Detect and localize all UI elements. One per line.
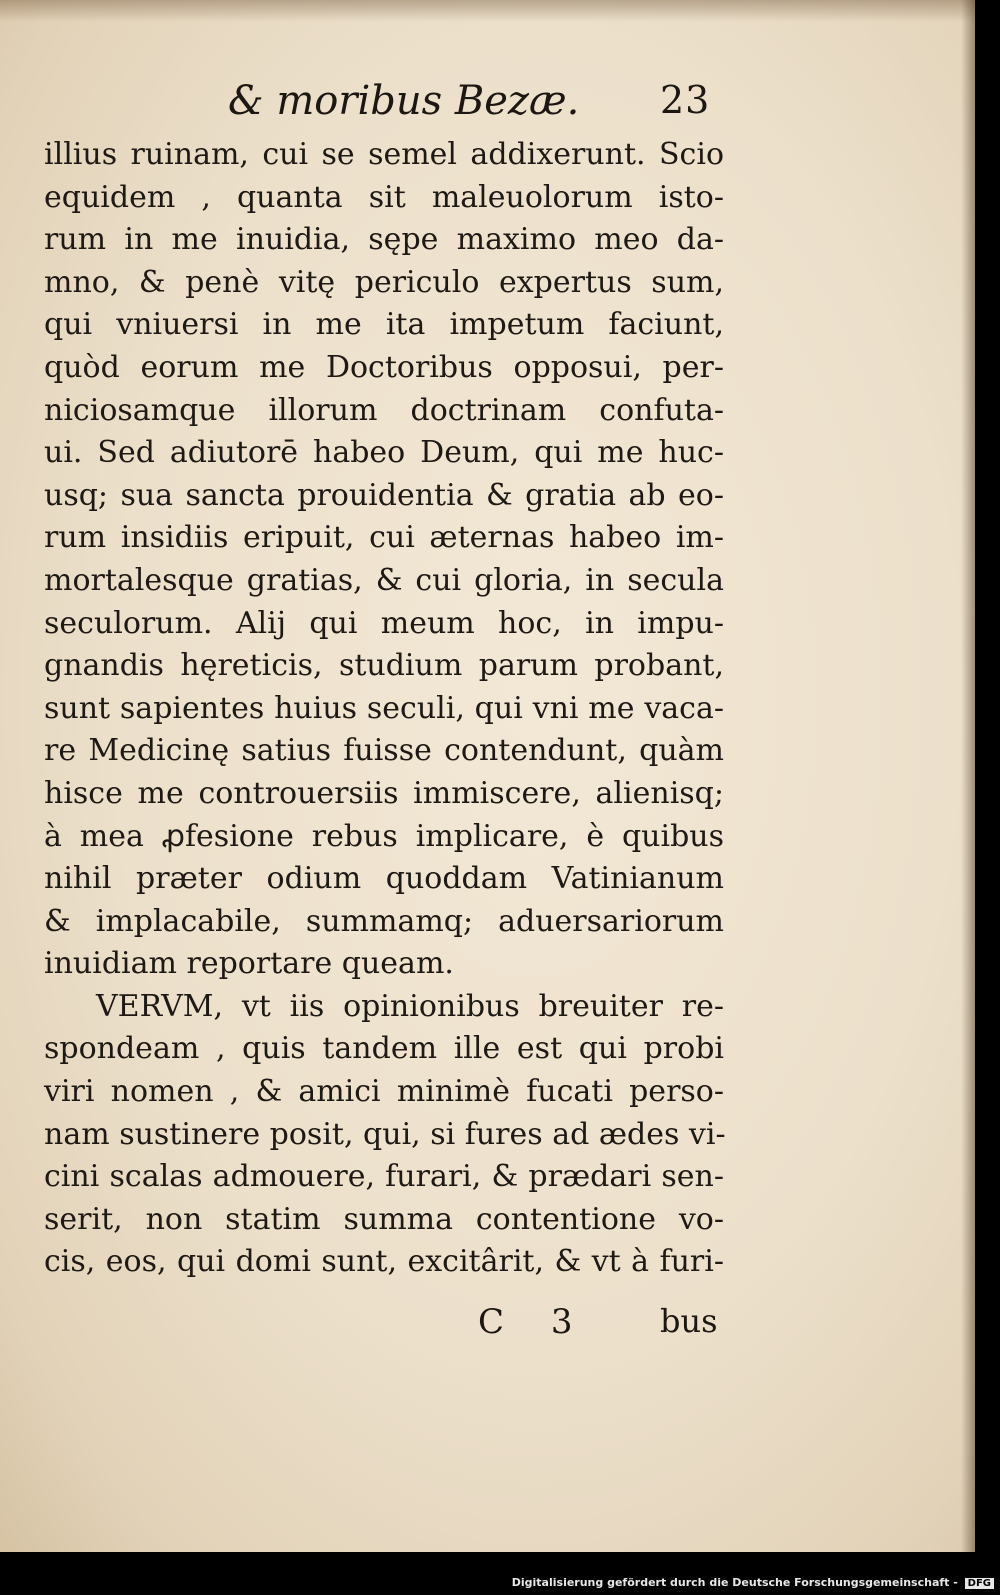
text-line: sunt sapientes huius seculi, qui vni me vaca- bbox=[44, 690, 724, 726]
signature-mark: C 3 bbox=[478, 1302, 591, 1342]
text-line: viri nomen , & amici minimè fucati perso- bbox=[44, 1074, 724, 1110]
text-line: cis, eos, qui domi sunt, excitârit, & vt à furi- bbox=[44, 1244, 724, 1280]
text-line: quòd eorum me Doctoribus opposui, per- bbox=[44, 349, 724, 385]
text-line: illius ruinam, cui se semel addixerunt. Scio bbox=[44, 137, 724, 172]
paragraph-start: VERVM, vt iis opinionibus breuiter re- bbox=[96, 988, 724, 1024]
digitization-credit bbox=[512, 1576, 994, 1589]
text-line: rum in me inuidia, sępe maximo meo da- bbox=[44, 222, 724, 258]
text-line: niciosamque illorum doctrinam confuta- bbox=[44, 392, 724, 428]
text-line: nam sustinere posit, qui, si fures ad ædes vi- bbox=[44, 1116, 726, 1152]
text-line: seculorum. Alij qui meum hoc, in impu- bbox=[44, 605, 724, 641]
text-line: & implacabile, summamq; aduersariorum bbox=[44, 903, 724, 939]
text-line: cini scalas admouere, furari, & prædari sen- bbox=[44, 1159, 724, 1195]
page-footer bbox=[0, 1302, 975, 1352]
text-line: rum insidiis eripuit, cui æternas habeo im- bbox=[44, 520, 724, 556]
dfg-logo: DFG bbox=[965, 1578, 994, 1589]
text-line: nihil præter odium quoddam Vatinianum bbox=[44, 861, 724, 897]
text-line: gnandis hęreticis, studium parum probant, bbox=[44, 648, 724, 684]
text-line: usq; sua sancta prouidentia & gratia ab eo- bbox=[44, 477, 724, 513]
page-number: 23 bbox=[660, 78, 711, 122]
running-head: & moribus Bezæ. bbox=[228, 78, 580, 124]
text-line: spondeam , quis tandem ille est qui probi bbox=[44, 1031, 724, 1067]
text-line: re Medicinę satius fuisse contendunt, quàm bbox=[44, 733, 724, 769]
page-header bbox=[0, 78, 975, 128]
text-line: ui. Sed adiutorē habeo Deum, qui me huc- bbox=[44, 435, 724, 471]
text-line: à mea ꝓfesione rebus implicare, è quibus bbox=[44, 818, 724, 854]
text-line: hisce me controuersiis immiscere, alienisq; bbox=[44, 775, 724, 811]
text-line: serit, non statim summa contentione vo- bbox=[44, 1201, 724, 1237]
body-text bbox=[44, 134, 724, 1284]
text-line: equidem , quanta sit maleuolorum isto- bbox=[44, 179, 724, 215]
page-shadow-top bbox=[0, 0, 975, 22]
text-line: qui vniuersi in me ita impetum faciunt, bbox=[44, 307, 724, 343]
text-line: mortalesque gratias, & cui gloria, in secula bbox=[44, 562, 724, 598]
credit-text: Digitalisierung gefördert durch die Deutsche Forschungsgemeinschaft - bbox=[511, 1576, 958, 1589]
text-line: mno, & penè vitę periculo expertus sum, bbox=[44, 264, 724, 300]
catchword: bus bbox=[660, 1302, 718, 1340]
text-line: inuidiam reportare queam. bbox=[44, 946, 454, 982]
